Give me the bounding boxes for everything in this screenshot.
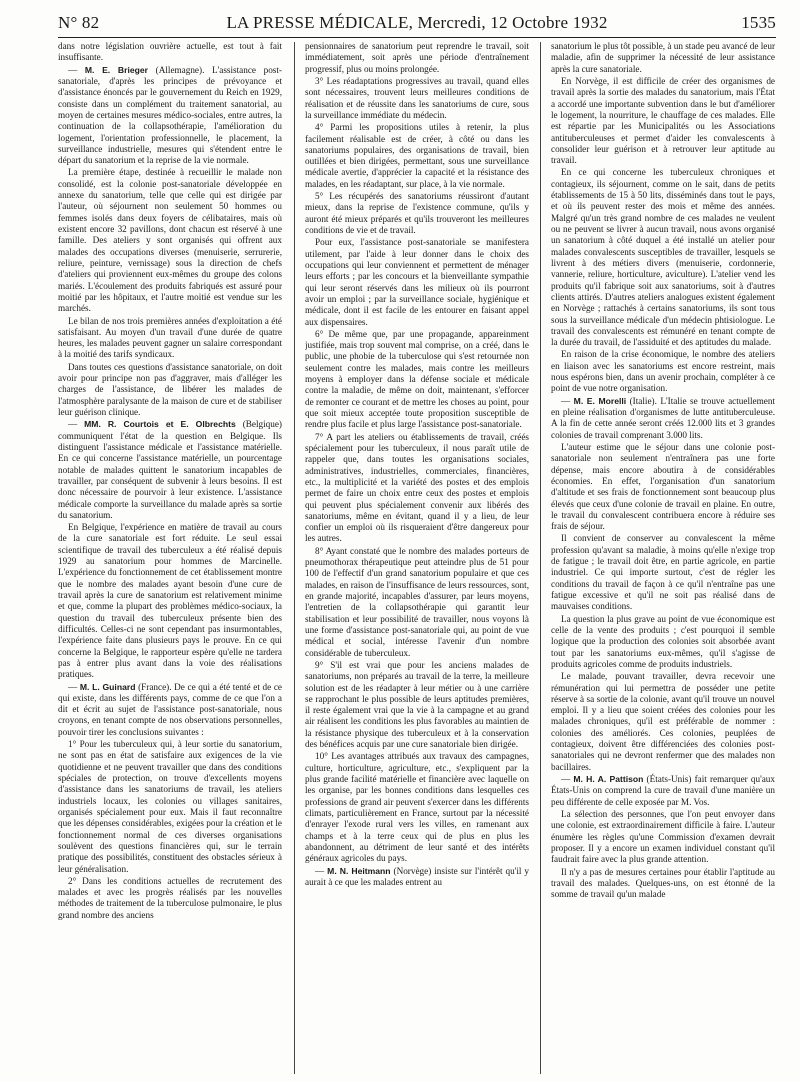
page-number: 1535 (741, 13, 776, 32)
column-2 (305, 41, 529, 1075)
paragraph (305, 41, 529, 75)
paragraph-text: Il n'y a pas de mesures certaines pour établir l'aptitude au travail des malades. Quelques-uns, on est étonné de la somme de travail qu'un malade (551, 866, 775, 900)
dash: — (561, 774, 574, 784)
paragraph (58, 316, 282, 361)
paragraph (58, 65, 282, 167)
header-rule (58, 37, 776, 38)
paragraph-text: Dans toutes ces questions d'assistance sanatoriale, on doit avoir pour principe non pas d'aggraver, mais d'alléger les charges de l'assistance, de libérer les malades de l'atmosphère paralysante de la maison de cure et de stabiliser leur guérison clinique. (58, 361, 282, 417)
paragraph-text: (France). De ce qui a été tenté et de ce qui existe, dans les différents pays, comme de ce que l'on a dit et écrit au sujet de l'assistance post-sanatoriale, nous croyons, en tenant compte de nos observations personnelles, pouvoir tirer les conclusions suivantes : (58, 681, 282, 737)
paragraph (551, 533, 775, 612)
paragraph-text: En Norvège, il est difficile de créer des organismes de travail après la sortie des malades du sanatorium, mais l'État a accordé une importante subvention dans le but d'améliorer le logement, la nourriture, le chauffage de ces malades. Elle est répartie par les Municipalités ou les Associations antituberculeuses et permet d'aider les convalescents à consolider leur guérison et à retrouver leur aptitude au travail. (551, 75, 775, 166)
paragraph-text: 7° A part les ateliers ou établissements de travail, créés spécialement pour les tuberculeux, il nous paraît utile de rappeler que, dans toutes les organisations sociales, administratives, industrielles, commerciales, financières, etc., la multiplicité et la variété des postes et des emplois permet de faire un choix entre ceux des postes et emplois qui peuvent plus spécialement convenir aux libérés des sanatoriums, même en évitant, quand il y a lieu, de leur confier un emploi où ils risqueraient d'être dangereux pour les autres. (305, 431, 529, 544)
paragraph (305, 660, 529, 751)
paragraph (305, 751, 529, 864)
paragraph-text: En raison de la crise économique, le nombre des ateliers en liaison avec les sanatoriums est encore restreint, mais nous espérons bien, dans un avenir prochain, compléter à ce point de vue notre organisation. (551, 349, 775, 394)
paragraph-text: (Norvège) insiste sur l'intérêt qu'il y aurait à ce que les malades entrent au (305, 865, 529, 887)
paragraph (58, 876, 282, 921)
paragraph-text: En Belgique, l'expérience en matière de travail au cours de la cure sanatoriale est fort réduite. Le seul essai scientifique de travail des tuberculeux a été réalisé depuis 1929 au sanatorium pour hommes de Marcinelle. L'expérience du fonctionnement de cet établissement montre que le nombre des malades ayant besoin d'une cure de travail après la cure de sanatorium est relativement minime et que, comme la plupart des problèmes médico-sociaux, la question du travail des tuberculeux présente bien des difficultés. Celles-ci ne sont cependant pas insurmontables, l'expérience faite dans plusieurs pays le prouve. En ce qui concerne la Belgique, le rapporteur espère qu'elle ne tardera pas à entrer plus avant dans la voie des réalisations pratiques. (58, 522, 282, 680)
paragraph (305, 546, 529, 659)
paragraph (551, 396, 775, 441)
column-rule-2 (540, 42, 541, 1074)
paragraph-text: 2° Dans les conditions actuelles de recrutement des malades et avec les progrès réalisés par les nouvelles méthodes de traitement de la tuberculose pulmonaire, le plus grand nombre des anciens (58, 875, 282, 920)
paragraph-text: (Allemagne). L'assistance post-sanatoriale, d'après les principes de prévoyance et d'assistance énoncés par le gouvernement du Reich en 1929, consiste dans un complément du traitement sanatorial, au moyen de certaines mesures médico-sociales, entre autres, la continuation de la collapsothérapie, l'amélioration du logement, l'orientation professionnelle, le placement, la surveillance industrielle, mesures qui s'étendent entre le départ du sanatorium et la reprise de la vie normale. (58, 64, 282, 166)
paragraph-text: Le malade, pouvant travailler, devra recevoir une rémunération qui lui permettra de posséder une petite réserve à sa sortie de la colonie, avant qu'il trouve un nouvel emploi. Il y a lieu que soient créées des colonies pour les malades chroniques, qu'il est préférable de nommer : colonies des améliorés. Ces colonies, peuplées de contagieux, doivent être différenciées des colonies post-sanatoriales qui ne devront renfermer que des malades non bacillaires. (551, 671, 775, 772)
speaker-name: M. L. Guinard (79, 681, 136, 692)
dash: — (68, 419, 85, 430)
paragraph-text: sanatorium le plus tôt possible, à un stade peu avancé de leur maladie, afin de supprimer la nécessité de leur assistance après la cure sanatoriale. (551, 41, 775, 74)
paragraph (551, 614, 775, 671)
paragraph-text: dans notre législation ouvrière actuelle, est tout à fait insuffisante. (58, 41, 282, 63)
journal-title-date: LA PRESSE MÉDICALE, Mercredi, 12 Octobre 1932 (226, 13, 608, 32)
paragraph (58, 739, 282, 875)
paragraph (58, 419, 282, 521)
paragraph-text: 8° Ayant constaté que le nombre des malades porteurs de pneumothorax thérapeutique peut atteindre plus de 51 pour 100 de l'effectif d'un grand sanatorium populaire et que ces malades, en raison de l'insuffisance de leurs ressources, sont, en grande majorité, incapables d'assurer, par leurs moyens, l'entretien de la collapsothérapie qui garantit leur stabilisation et leur possibilité de travailler, nous voyons là une forme d'assistance post-sanatoriale qui, au point de vue médical et social, intéresse l'avenir d'un nombre considérable de tuberculeux. (305, 545, 529, 658)
paragraph (551, 671, 775, 773)
paragraph (305, 329, 529, 431)
paragraph (58, 362, 282, 419)
dash: — (315, 865, 328, 876)
paragraph-text: 1° Pour les tuberculeux qui, à leur sortie du sanatorium, ne sont pas en état de satisfaire aux exigences de la vie quotidienne et ne peuvent travailler que dans des conditions spéciales de protection, on trouve d'excellents moyens d'assistance dans les sanatoriums de travail, les ateliers industriels locaux, les colonies ou villages sanitaires, organisés spécialement pour eux. Mais il faut reconnaître que les dépenses considérables, exigées pour la création et le fonctionnement normal de ces diverses organisations soulèvent des questions financières qui, sur le terrain pratique des possibilités, constituent des obstacles sérieux à leur généralisation. (58, 739, 282, 874)
column-1 (58, 41, 282, 1075)
speaker-name: M. H. A. Pattison (573, 774, 644, 784)
paragraph (551, 867, 775, 901)
issue-number: N° 82 (58, 13, 100, 32)
paragraph-text: 3° Les réadaptations progressives au travail, quand elles sont nécessaires, trouvent leurs meilleures conditions de réalisation et de réussite dans les sanatoriums de cure, sous la surveillance immédiate du médecin. (305, 75, 529, 120)
paragraph-text: Il convient de conserver au convalescent la même profession qu'avant sa maladie, à moins qu'elle n'exige trop de fatigue ; le travail doit être, en partie agricole, en partie industriel. Ce qui importe surtout, c'est de régler les conditions du travail de façon à ce qu'il n'entraîne pas une fatigue excessive et qu'il ne soit pas réalisé dans de mauvaises conditions. (551, 533, 775, 612)
paragraph (551, 349, 775, 394)
speaker-name: M. E. Morelli (573, 395, 627, 406)
paragraph (551, 774, 775, 808)
paragraph (305, 237, 529, 328)
paragraph-text: La question la plus grave au point de vue économique est celle de la vente des produits ; c'est pourquoi il semble logique que la production des colonies soit absorbée avant tout par les sanatoriums eux-mêmes, qu'il s'agisse de produits agricoles comme de produits industriels. (551, 613, 775, 669)
dash: — (561, 395, 574, 406)
paragraph-text: La première étape, destinée à recueillir le malade non consolidé, est la colonie post-sanatoriale développée en annexe du sanatorium, telle que celle qui est dirigée par l'auteur, où séjournent non seulement 50 hommes ou femmes isolés dans deux foyers de célibataires, mais où existent encore 32 pavillons, dont chacun est réservé à une famille. Des ateliers y sont organisés qui offrent aux malades des occupations diverses (menuiserie, serrurerie, reliure, peinture, vernissage) sous la direction de chefs d'ateliers qui proviennent eux-mêmes du groupe des colons mariés. L'écoulement des produits fabriqués est assuré pour moitié par les hôpitaux, et l'autre moitié est vendue sur les marchés. (58, 167, 282, 314)
paragraph (58, 522, 282, 680)
column-3 (551, 41, 775, 1075)
paragraph-text: 4° Parmi les propositions utiles à retenir, la plus facilement réalisable est de créer, à côté ou dans les sanatoriums populaires, des organisations de travail, bien outillées et bien dirigées, permettant, sous une surveillance médicale avertie, d'apprécier la capacité et la résistance des malades, en les réadaptant, sur place, à la vie normale. (305, 122, 529, 189)
paragraph-text: (États-Unis) fait remarquer qu'aux États-Unis on comprend la cure de travail d'une manière un peu différente de celle exposée par M. Vos. (551, 774, 775, 807)
paragraph-text: L'auteur estime que le séjour dans une colonie post-sanatoriale non seulement n'entraînera pas une forte dépense, mais encore aboutira à de considérables économies. En effet, l'organisation d'un sanatorium d'altitude et ses frais de fonctionnement sont beaucoup plus élevés que ceux d'une colonie de travail en plaine. En outre, le travail du convalescent contribuera encore à réduire ses frais de séjour. (551, 441, 775, 532)
speaker-name: M. E. Brieger (84, 64, 149, 75)
paragraph-text: La sélection des personnes, que l'on peut envoyer dans une colonie, est extraordinairement difficile à faire. L'auteur énumère les règles qu'une Commission d'examen devrait proposer. Il y a encore un examen individuel constant qu'il faudrait faire avec la plus grande attention. (551, 808, 775, 865)
page-header (58, 10, 776, 36)
paragraph-text: 5° Les récupérés des sanatoriums réussiront d'autant mieux, dans la reprise de l'existence commune, qu'ils y auront été mieux préparés et qu'ils trouveront les meilleures conditions de vie et de travail. (305, 191, 529, 235)
paragraph-text: Le bilan de nos trois premières années d'exploitation a été satisfaisant. Au moyen d'un travail d'une durée de quatre heures, les malades peuvent gagner un salaire correspondant à la moitié des tarifs syndicaux. (58, 315, 282, 360)
paragraph-text: 6° De même que, par une propagande, appareinment justifiée, mais trop souvent mal comprise, on a créé, dans le public, une phobie de la tuberculose qui s'est retournée non seulement contre les malades, mais contre les meilleurs moyens à employer dans la défense sociale et médicale contre la maladie, de même on doit, maintenant, s'efforcer de remonter ce courant et de mettre les choses au point, pour que soit mieux acceptée toute proposition susceptible de rendre plus facile et plus large l'assistance post-sanatoriale. (305, 328, 529, 430)
paragraph-text: (Belgique) communiquent l'état de la question en Belgique. Ils distinguent l'assistance médicale et l'assistance matérielle. En ce qui concerne l'assistance matérielle, un pourcentage notable de malades quittent le sanatorium incapables de travailler, par conséquent de subvenir à leurs besoins. Il est donc nécessaire de pourvoir à leur existence. L'assistance médicale comporte la surveillance du malade après sa sortie du sanatorium. (58, 419, 282, 520)
speaker-name: MM. R. Courtois et E. Olbrechts (84, 419, 236, 430)
paragraph (551, 76, 775, 167)
paragraph-text: En ce qui concerne les tuberculeux chroniques et contagieux, ils séjournent, comme on le sait, dans de petits établissements de 15 à 50 lits, disséminés dans tout le pays, et où ils peuvent rester des mois et même des années. Malgré qu'un très grand nombre de ces malades ne veulent ou ne peuvent se livrer à aucun travail, nous avons organisé un sanatorium à côté duquel a été installé un atelier pour malades convalescents susceptibles de travailler, lesquels se livrent à des métiers divers (menuiserie, cordonnerie, vannerie, reliure, horticulture, aviculture). L'atelier vend les produits qu'il fabrique soit aux sanatoriums, soit à d'autres clients attirés. D'autres ateliers analogues existent également en Norvège ; rattachés à certains sanatoriums, ils sont tous sous la surveillance médicale d'un médecin phtisiologue. Le travail des convalescents est rémunéré en tenant compte de la durée du travail, de l'assiduité et des aptitudes du malade. (551, 167, 775, 348)
paragraph-text: pensionnaires de sanatorium peut reprendre le travail, soit immédiatement, soit après une période d'entraînement progressif, plus ou moins prolongée. (305, 41, 529, 74)
paragraph-text: 10° Les avantages attribués aux travaux des campagnes, culture, horticulture, agriculture, etc., s'expliquent par la plus grande facilité matérielle et financière avec laquelle on les organise, par les bonnes conditions dans lesquelles ces professions de grand air peuvent s'exercer dans les différents climats, particulièrement en France, surtout par la nécessité d'enrayer l'exode rural vers les villes, en ramenant aux champs et à la terre ceux qui de plus en plus les abandonnent, au détriment de leur santé et des intérêts généraux agricoles du pays. (305, 751, 529, 864)
paragraph (551, 809, 775, 866)
paragraph (58, 167, 282, 314)
paragraph-text: (Italie). L'Italie se trouve actuellement en pleine réalisation d'organismes de lutte antituberculeuse. A la fin de cette année seront créés 12.000 lits et 3 grandes colonies de travail comprenant 3.000 lits. (551, 395, 775, 440)
paragraph-text: 9° S'il est vrai que pour les anciens malades de sanatoriums, non préparés au travail de la terre, la meilleure solution est de les réadapter à leur métier ou à une carrière se rapprochant le plus possible de leurs aptitudes premières, il reste également vrai que la vie à la campagne et au grand air réalisent les conditions les plus favorables au maintien de la résistance physique des tuberculeux et à la conservation des bénéfices acquis par une cure sanatoriale bien dirigée. (305, 659, 529, 750)
paragraph (551, 167, 775, 348)
paragraph (305, 432, 529, 545)
dash: — (68, 681, 80, 692)
paragraph (58, 41, 282, 64)
paragraph (551, 41, 775, 75)
paragraph (58, 682, 282, 739)
paragraph (305, 191, 529, 236)
paragraph (305, 122, 529, 190)
speaker-name: M. N. Heitmann (327, 865, 391, 876)
dash: — (68, 64, 85, 75)
column-rule-1 (294, 42, 295, 1074)
paragraph (551, 442, 775, 533)
paragraph (305, 76, 529, 121)
paragraph-text: Pour eux, l'assistance post-sanatoriale se manifestera utilement, par l'aide à leur donner dans le choix des occupations qui leur conviennent et permettent de ménager leurs efforts ; par les concours et la bienveillante sympathie qui leur seront réservés dans les milieux où ils pourront avoir un emploi ; par la surveillance sociale, hygiénique et médicale, dont il est facile de les entourer en faisant appel aux dispensaires. (305, 237, 529, 327)
paragraph (305, 866, 529, 889)
